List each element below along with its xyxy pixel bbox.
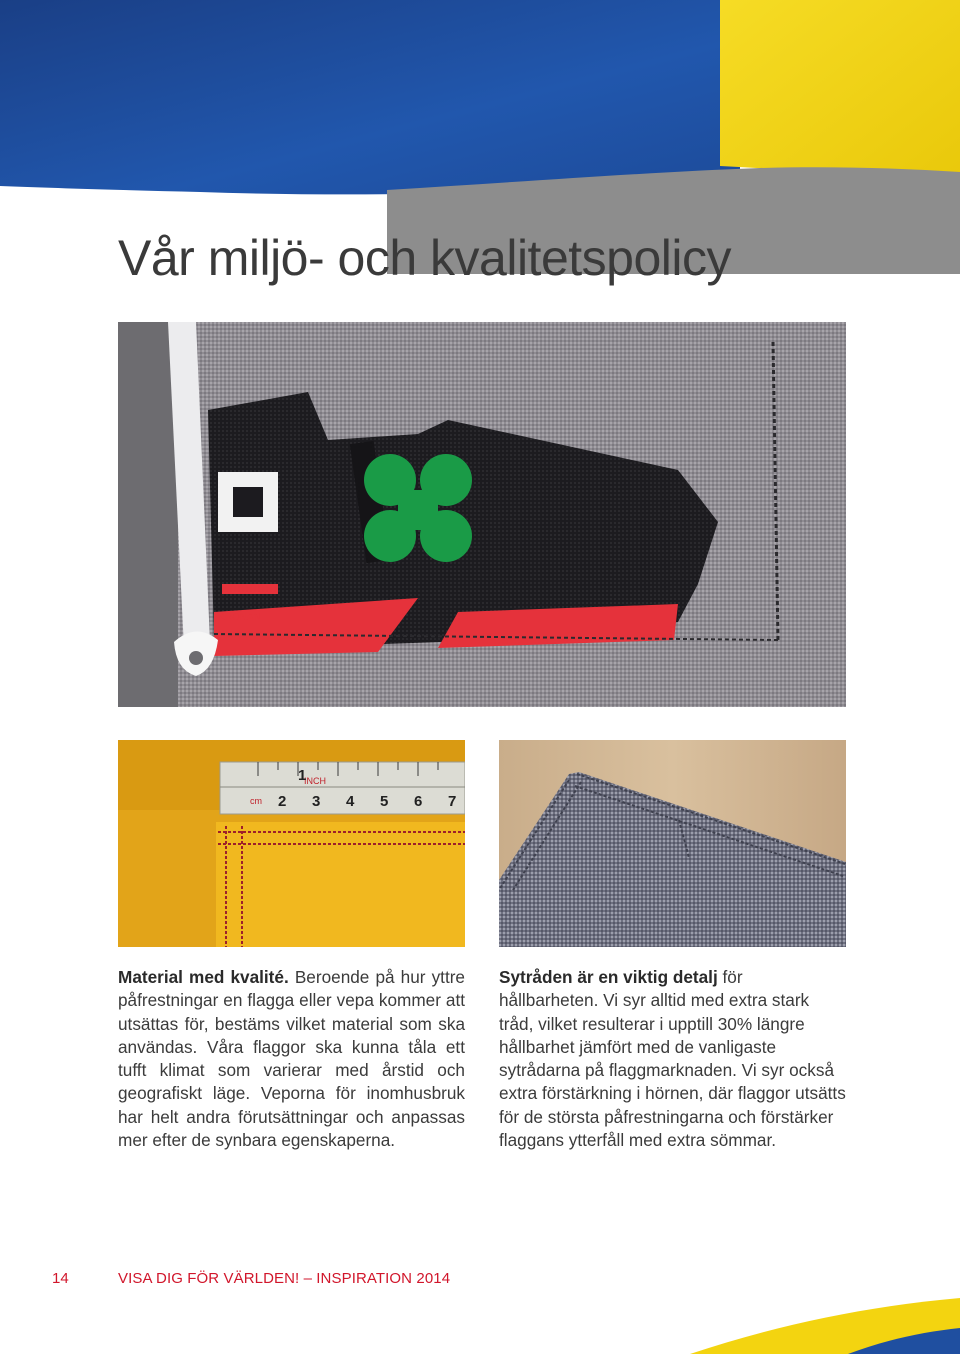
tape-number: 2 — [278, 793, 287, 810]
brand-mark-text: KRONAN — [218, 612, 261, 623]
measuring-tape-photo — [118, 740, 465, 947]
paragraph-body: Beroende på hur yttre påfrestningar en flagga eller vepa kommer att utsättas för, bestäms vilket material som ska användas. Våra flaggor ska kunna tåla ett tufft klimat som varierar med årstid och geografiskt läge. Veporna för inomhusbruk har helt andra förutsättningar och anpassas mer efter de synbara egenskaperna. — [118, 967, 465, 1151]
tape-number: 6 — [414, 793, 423, 810]
tape-number: 7 — [448, 793, 457, 810]
material-quality-paragraph — [118, 966, 465, 1152]
paragraph-lead: Sytråden är en viktig detalj — [499, 967, 718, 987]
tape-number: 5 — [380, 793, 389, 810]
tape-unit-cm: cm — [250, 796, 262, 806]
tape-unit-inch: INCH — [304, 776, 326, 786]
page-number: 14 — [52, 1270, 69, 1287]
publication-title: VISA DIG FÖR VÄRLDEN! – INSPIRATION 2014 — [118, 1270, 451, 1287]
tape-number: 1 — [298, 767, 307, 784]
fabric-corner-photo — [499, 740, 846, 947]
tape-number: 3 — [312, 793, 321, 810]
paragraph-body: för hållbarheten. Vi syr alltid med extra stark tråd, vilket resulterar i upptill 30% längre hållbarhet jämfört med de vanligaste sytrådarna på flaggmarknaden. Vi syr också extra förstärkning i hörnen, där flaggor utsätts för de största påfrestningarna och förstärker flaggans ytterfåll med extra sömmar. — [499, 967, 846, 1151]
footer-swoosh — [0, 1284, 960, 1354]
thread-paragraph — [499, 966, 846, 1152]
flag-photo — [118, 322, 846, 707]
page-title: Vår miljö- och kvalitetspolicy — [118, 230, 731, 286]
tape-number: 4 — [346, 793, 355, 810]
paragraph-lead: Material med kvalité. — [118, 967, 289, 987]
